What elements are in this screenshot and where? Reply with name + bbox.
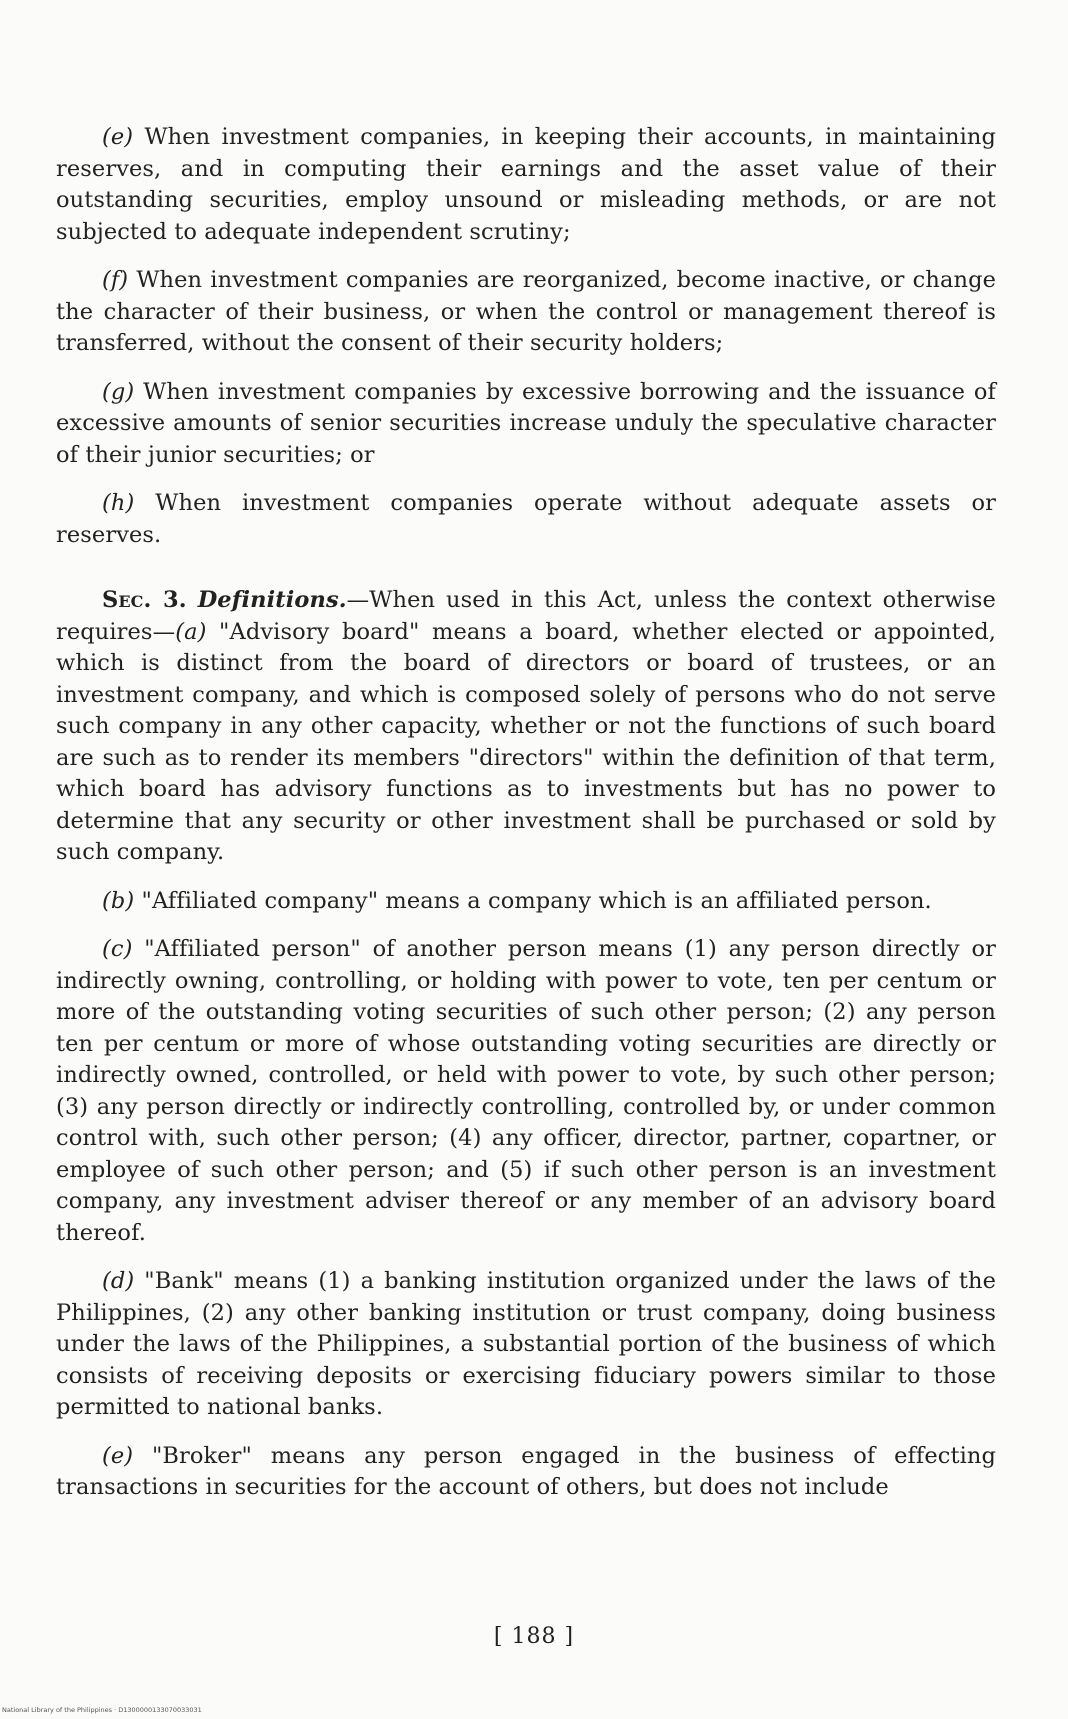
paragraph-letter: (g) bbox=[102, 378, 135, 405]
library-stamp: National Library of the Philippines · D1300000133070033031 bbox=[2, 1706, 202, 1714]
section-label: Sec. 3. bbox=[102, 587, 187, 613]
section-3-paragraph bbox=[56, 585, 996, 869]
paragraph-text: "Affiliated person" of another person means (1) any person directly or indirectly owning, controlling, or holding with power to vote, ten per centum or more of the outstanding voting securities of such other person; (2) any person ten per centum or more of whose outstanding voting securities are directly or indirectly owned, controlled, or held with power to vote, by such other person; (3) any person directly or indirectly controlling, controlled by, or under common control with, such other person; (4) any officer, director, partner, copartner, or employee of such other person; and (5) if such other person is an investment company, any investment adviser thereof or any member of an advisory board thereof. bbox=[56, 936, 996, 1246]
definition-d bbox=[56, 1266, 996, 1424]
definition-e bbox=[56, 1441, 996, 1504]
paragraph-letter: (d) bbox=[102, 1268, 135, 1294]
page-number: [ 188 ] bbox=[493, 1624, 575, 1649]
paragraph-letter: (f) bbox=[102, 267, 129, 293]
paragraph-letter: (c) bbox=[102, 936, 133, 962]
section-title: Definitions. bbox=[197, 587, 347, 613]
paragraph-text: When investment companies are reorganized, become inactive, or change the character of their business, or when the control or management thereof is transferred, without the consent of their security holders; bbox=[56, 267, 996, 356]
paragraph-text: When investment companies by excessive borrowing and the issuance of excessive amounts of senior securities increase unduly the speculative character of their junior securities; or bbox=[56, 378, 996, 468]
paragraph-letter: (a) bbox=[175, 618, 207, 645]
paragraph-text: When investment companies operate without adequate assets or reserves. bbox=[56, 490, 996, 548]
paragraph-letter: (b) bbox=[102, 887, 135, 914]
paragraph-text: "Advisory board" means a board, whether elected or appointed, which is distinct from the board of directors or board of trustees, or an investment company, and which is composed solely of persons who do not serve such company in any other capacity, whether or not the functions of such board are such as to render its members "directors" within the definition of that term, which board has advisory functions as to investments but has no power to determine that any security or other investment shall be purchased or sold by such company. bbox=[56, 618, 996, 865]
paragraph-e-intro bbox=[56, 122, 996, 248]
document-body bbox=[56, 122, 996, 1504]
paragraph-text: "Broker" means any person engaged in the business of effecting transactions in securities for the account of others, but does not include bbox=[56, 1442, 996, 1500]
paragraph-f-intro bbox=[56, 265, 996, 360]
paragraph-letter: (e) bbox=[102, 1442, 134, 1469]
section-lead: —When used in this Act, unless the context otherwise requires— bbox=[56, 587, 996, 645]
paragraph-letter: (e) bbox=[102, 124, 134, 150]
definition-c bbox=[56, 934, 996, 1249]
paragraph-letter: (h) bbox=[102, 490, 135, 516]
definition-b bbox=[56, 886, 996, 918]
paragraph-text: "Affiliated company" means a company which is an affiliated person. bbox=[134, 887, 932, 914]
paragraph-g-intro bbox=[56, 377, 996, 472]
paragraph-text: When investment companies, in keeping their accounts, in maintaining reserves, and in computing their earnings and the asset value of their outstanding securities, employ unsound or misleading methods, or are not subjected to adequate independent scrutiny; bbox=[56, 124, 996, 245]
paragraph-h-intro bbox=[56, 488, 996, 551]
paragraph-text: "Bank" means (1) a banking institution organized under the laws of the Philippines, (2) any other banking institution or trust company, doing business under the laws of the Philippines, a substantial portion of the business of which consists of receiving deposits or exercising fiduciary powers similar to those permitted to national banks. bbox=[56, 1268, 996, 1420]
